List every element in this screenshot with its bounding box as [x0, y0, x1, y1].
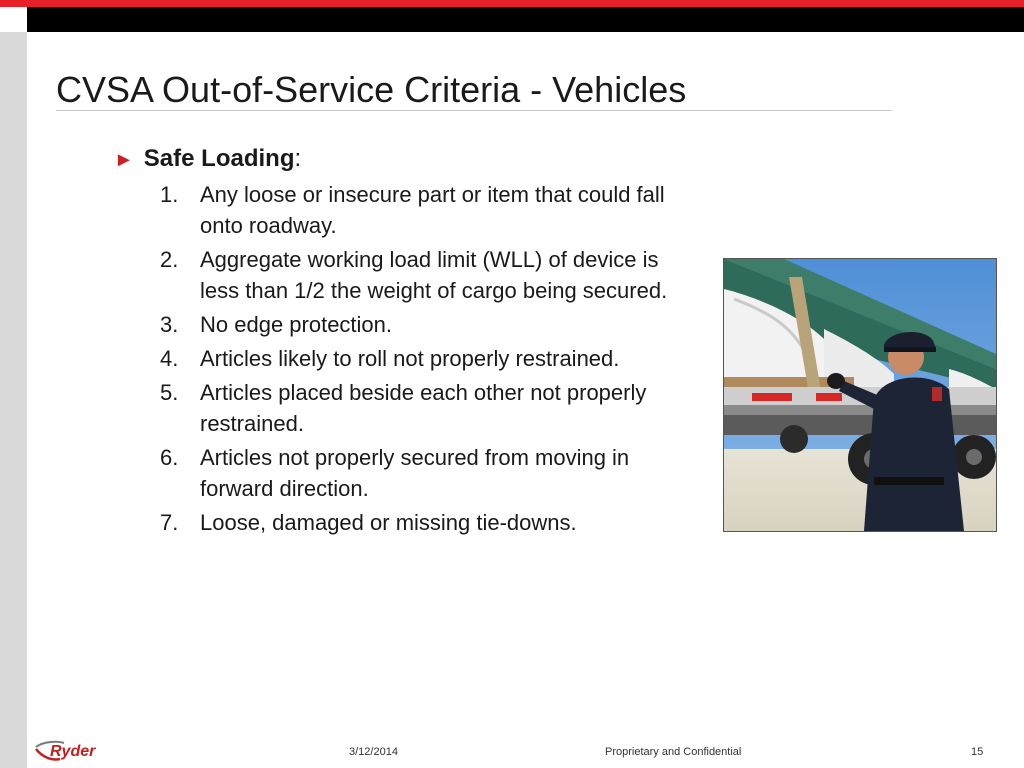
- footer-date: 3/12/2014: [349, 746, 398, 758]
- inspector-photo: [723, 258, 997, 532]
- list-item-number: 6.: [160, 445, 179, 470]
- list-item-number: 4.: [160, 346, 179, 371]
- list-item-text: Loose, damaged or missing tie-downs.: [200, 510, 577, 535]
- logo-text: Ryder: [50, 743, 96, 760]
- slide-title: CVSA Out-of-Service Criteria - Vehicles: [56, 69, 687, 110]
- list-item: [160, 309, 690, 340]
- list-item-number: 3.: [160, 312, 179, 337]
- list-item: [160, 179, 690, 241]
- footer-confidential: Proprietary and Confidential: [605, 746, 742, 758]
- list-item-text: Articles not properly secured from moving in forward direction.: [200, 445, 630, 501]
- left-gray-strip: [0, 32, 27, 768]
- list-item-number: 5.: [160, 380, 179, 405]
- list-item-number: 2.: [160, 247, 179, 272]
- list-item: [160, 507, 690, 538]
- list-item: [160, 442, 690, 504]
- criteria-list: [160, 179, 690, 541]
- bullet-heading: Safe Loading: [143, 145, 295, 172]
- inspector-photo-illustration: [724, 259, 996, 531]
- list-item-text: Articles placed beside each other not properly restrained.: [200, 380, 647, 436]
- triangle-bullet-icon: ►: [114, 149, 134, 171]
- header-red-stripe: [0, 0, 1024, 7]
- list-item-text: No edge protection.: [200, 312, 393, 337]
- list-item-text: Any loose or insecure part or item that could fall onto roadway.: [200, 182, 665, 238]
- list-item: [160, 244, 690, 306]
- footer-page-number: 15: [971, 746, 984, 758]
- list-item: [160, 377, 690, 439]
- list-item-text: Articles likely to roll not properly restrained.: [200, 346, 620, 371]
- list-item-text: Aggregate working load limit (WLL) of device is less than 1/2 the weight of cargo being secured.: [200, 247, 668, 303]
- list-item: [160, 343, 690, 374]
- ryder-logo: [34, 737, 108, 765]
- bullet-safe-loading: [114, 142, 301, 177]
- list-item-number: 7.: [160, 510, 179, 535]
- header-black-bar: [27, 7, 1024, 32]
- title-divider: [56, 110, 892, 111]
- list-item-number: 1.: [160, 182, 179, 207]
- bullet-heading-suffix: :: [294, 145, 302, 172]
